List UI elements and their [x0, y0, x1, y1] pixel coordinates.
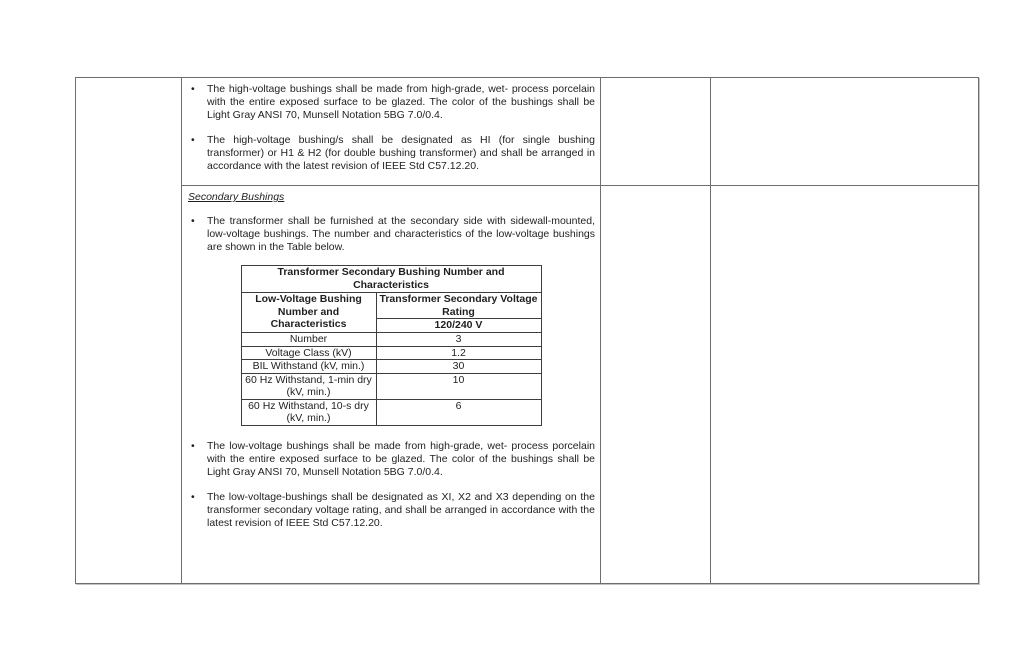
table-column-subheader: 120/240 V — [376, 319, 541, 333]
secondary-bushings-section-cell — [182, 186, 601, 584]
hv-bushings-section-cell — [182, 78, 601, 186]
table-row — [241, 373, 541, 399]
lv-bullet-2 — [187, 491, 595, 530]
table-column-header: Transformer Secondary Voltage Rating — [376, 293, 541, 319]
row-value: 1.2 — [376, 346, 541, 360]
row-value: 30 — [376, 360, 541, 374]
lv-bullet-1-text: The low-voltage bushings shall be made from high-grade, wet- process porcelain with the entire exposed surface to be glazed. The color of the bushings shall be Light Gray ANSI 70, Munsell Notation 5BG 7.0/0.4. — [207, 439, 595, 478]
row-label: BIL Withstand (kV, min.) — [241, 360, 376, 374]
row-label: 60 Hz Withstand, 10-s dry (kV, min.) — [241, 399, 376, 425]
empty-column-cell — [601, 186, 711, 584]
bullet-icon: • — [191, 215, 195, 227]
empty-column-cell — [711, 186, 979, 584]
table-row — [241, 399, 541, 425]
row-label: Voltage Class (kV) — [241, 346, 376, 360]
bullet-icon: • — [191, 439, 195, 452]
secondary-intro-bullet — [187, 215, 595, 254]
table-row-header: Low-Voltage Bushing Number and Characteristics — [241, 293, 376, 333]
document-page — [75, 77, 979, 584]
hv-bullet-1 — [187, 83, 595, 122]
lv-bullet-1 — [187, 440, 595, 479]
table-row — [241, 333, 541, 347]
hv-bullet-1-text: The high-voltage bushings shall be made from high-grade, wet- process porcelain with the entire exposed surface to be glazed. The color of the bushings shall be Light Gray ANSI 70, Munsell Notation 5BG 7.0/0.4. — [207, 83, 595, 121]
bullet-icon: • — [191, 490, 195, 503]
row-value: 10 — [376, 373, 541, 399]
lv-bullet-2-text: The low-voltage-bushings shall be designated as XI, X2 and X3 depending on the transformer secondary voltage rating, and shall be arranged in accordance with the latest revision of IEEE Std C57.12.20. — [207, 490, 595, 529]
empty-column-cell — [711, 78, 979, 186]
empty-column-cell — [601, 78, 711, 186]
row-value: 3 — [376, 333, 541, 347]
specification-grid — [75, 77, 979, 584]
row-value: 6 — [376, 399, 541, 425]
secondary-bushing-characteristics-table — [241, 265, 542, 426]
secondary-intro-bullet-text: The transformer shall be furnished at the secondary side with sidewall-mounted, low-voltage bushings. The number and characteristics of the low-voltage bushings are shown in the Table below. — [207, 215, 595, 253]
bullet-icon: • — [191, 83, 195, 95]
row-label: 60 Hz Withstand, 1-min dry (kV, min.) — [241, 373, 376, 399]
table-title: Transformer Secondary Bushing Number and Characteristics — [241, 266, 541, 293]
bullet-icon: • — [191, 134, 195, 146]
hv-bullet-2 — [187, 134, 595, 173]
spec-grid-left-column-cell — [76, 78, 182, 584]
secondary-bushings-heading: Secondary Bushings — [188, 191, 285, 203]
hv-bullet-2-text: The high-voltage bushing/s shall be designated as HI (for single bushing transformer) or H1 & H2 (for double bushing transformer) and shall be arranged in accordance with the latest revision of IEEE Std C57.12.20. — [207, 134, 595, 172]
table-row — [241, 360, 541, 374]
row-label: Number — [241, 333, 376, 347]
table-row — [241, 346, 541, 360]
